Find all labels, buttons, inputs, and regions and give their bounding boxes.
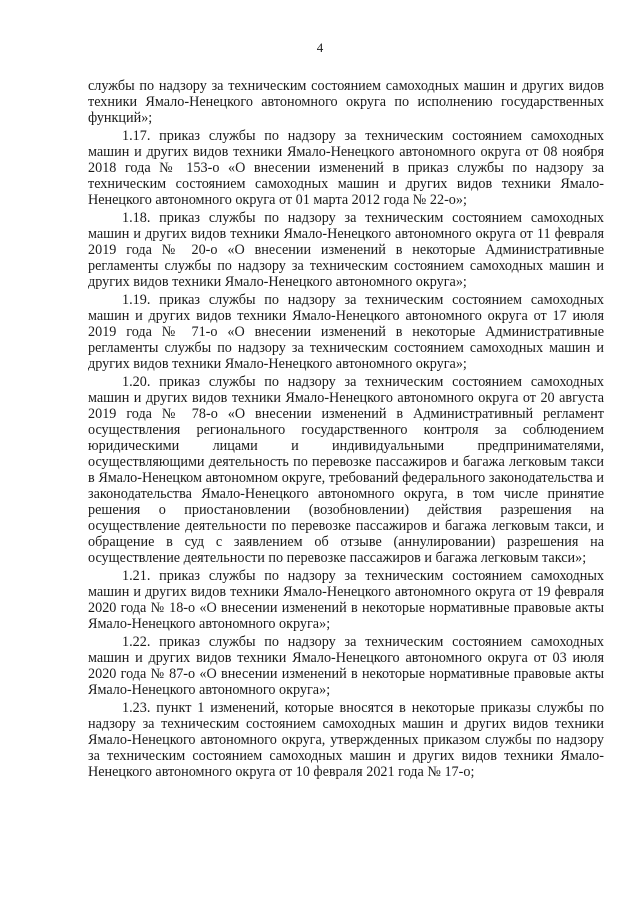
document-body — [88, 78, 604, 782]
paragraph-item-1-21: 1.21. приказ службы по надзору за техническим состоянием самоходных машин и других видов техники Ямало-Ненецкого автономного округа от 19 февраля 2020 года № 18-о «О внесении изменений в некоторые нормативные правовые акты Ямало-Ненецкого автономного округа»; — [88, 568, 604, 632]
paragraph-item-1-20: 1.20. приказ службы по надзору за техническим состоянием самоходных машин и других видов техники Ямало-Ненецкого автономного округа от 20 августа 2019 года № 78-о «О внесении изменений в Административный регламент осуществления регионального государственного контроля за соблюдением юридическими лицами и индивидуальными предпринимателями, осуществляющими деятельность по перевозке пассажиров и багажа легковым такси в Ямало-Ненецком автономном округе, требований федерального законодательства и законодательства Ямало-Ненецкого автономного округа, в том числе принятие решения о приостановлении (возобновлении) действия разрешения на осуществление деятельности по перевозке пассажиров и багажа легковым такси, и обращение в суд с заявлением об отзыве (аннулировании) разрешения на осуществление деятельности по перевозке пассажиров и багажа легковым такси»; — [88, 374, 604, 566]
paragraph-item-1-18: 1.18. приказ службы по надзору за техническим состоянием самоходных машин и других видов техники Ямало-Ненецкого автономного округа от 11 февраля 2019 года № 20-о «О внесении изменений в некоторые Административные регламенты службы по надзору за техническим состоянием самоходных машин и других видов техники Ямало-Ненецкого автономного округа»; — [88, 210, 604, 290]
paragraph-item-1-19: 1.19. приказ службы по надзору за техническим состоянием самоходных машин и других видов техники Ямало-Ненецкого автономного округа от 17 июля 2019 года № 71-о «О внесении изменений в некоторые Административные регламенты службы по надзору за техническим состоянием самоходных машин и других видов техники Ямало-Ненецкого автономного округа»; — [88, 292, 604, 372]
paragraph-continuation: службы по надзору за техническим состоянием самоходных машин и других видов техники Ямало-Ненецкого автономного округа по исполнению государственных функций»; — [88, 78, 604, 126]
paragraph-item-1-23: 1.23. пункт 1 изменений, которые вносятся в некоторые приказы службы по надзору за техническим состоянием самоходных машин и других видов техники Ямало-Ненецкого автономного округа, утвержденных приказом службы по надзору за техническим состоянием самоходных машин и других видов техники Ямало-Ненецкого автономного округа от 10 февраля 2021 года № 17-о; — [88, 700, 604, 780]
paragraph-item-1-17: 1.17. приказ службы по надзору за техническим состоянием самоходных машин и других видов техники Ямало-Ненецкого автономного округа от 08 ноября 2018 года № 153-о «О внесении изменений в приказ службы по надзору за техническим состоянием самоходных машин и других видов техники Ямало-Ненецкого автономного округа от 01 марта 2012 года № 22-о»; — [88, 128, 604, 208]
paragraph-item-1-22: 1.22. приказ службы по надзору за техническим состоянием самоходных машин и других видов техники Ямало-Ненецкого автономного округа от 03 июля 2020 года № 87-о «О внесении изменений в некоторые нормативные правовые акты Ямало-Ненецкого автономного округа»; — [88, 634, 604, 698]
page-number: 4 — [316, 40, 324, 55]
